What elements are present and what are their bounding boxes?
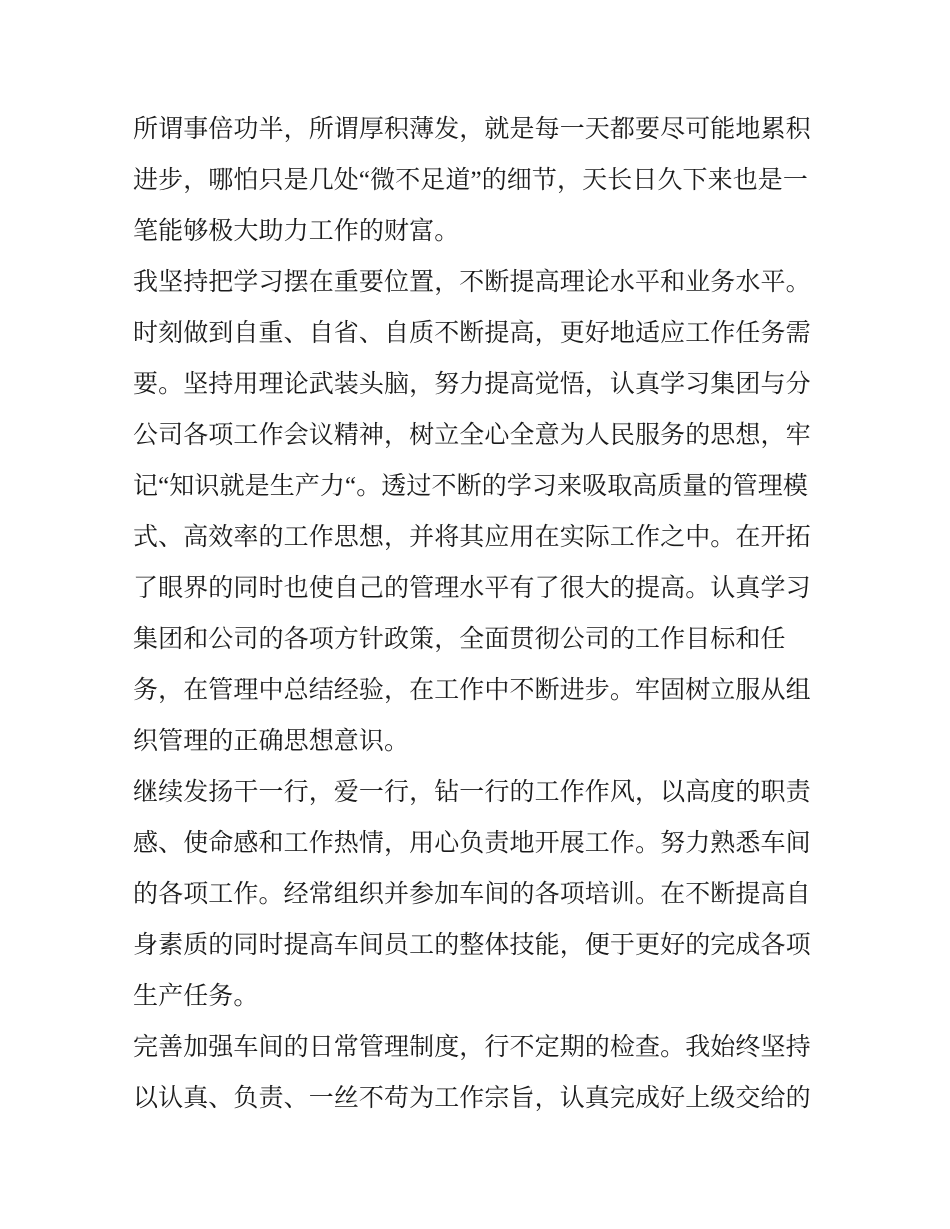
document-body	[133, 104, 815, 1124]
paragraph-2: 我坚持把学习摆在重要位置，不断提高理论水平和业务水平。时刻做到自重、自省、自质不断提高，更好地适应工作任务需要。坚持用理论武装头脑，努力提高觉悟，认真学习集团与分公司各项工作会议精神，树立全心全意为人民服务的思想，牢记“知识就是生产力“。透过不断的学习来吸取高质量的管理模式、高效率的工作思想，并将其应用在实际工作之中。在开拓了眼界的同时也使自己的管理水平有了很大的提高。认真学习集团和公司的各项方针政策，全面贯彻公司的工作目标和任务，在管理中总结经验，在工作中不断进步。牢固树立服从组织管理的正确思想意识。	[133, 269, 811, 755]
paragraph-4: 完善加强车间的日常管理制度，行不定期的检查。我始终坚持以认真、负责、一丝不苟为工作宗旨，认真完成好上级交给的	[133, 1034, 811, 1112]
paragraph-1: 所谓事倍功半，所谓厚积薄发，就是每一天都要尽可能地累积进步，哪怕只是几处“微不足道”的细节，天长日久下来也是一笔能够极大助力工作的财富。	[133, 116, 811, 245]
paragraph-3: 继续发扬干一行，爱一行，钻一行的工作作风，以高度的职责感、使命感和工作热情，用心负责地开展工作。努力熟悉车间的各项工作。经常组织并参加车间的各项培训。在不断提高自身素质的同时提高车间员工的整体技能，便于更好的完成各项生产任务。	[133, 779, 811, 1010]
